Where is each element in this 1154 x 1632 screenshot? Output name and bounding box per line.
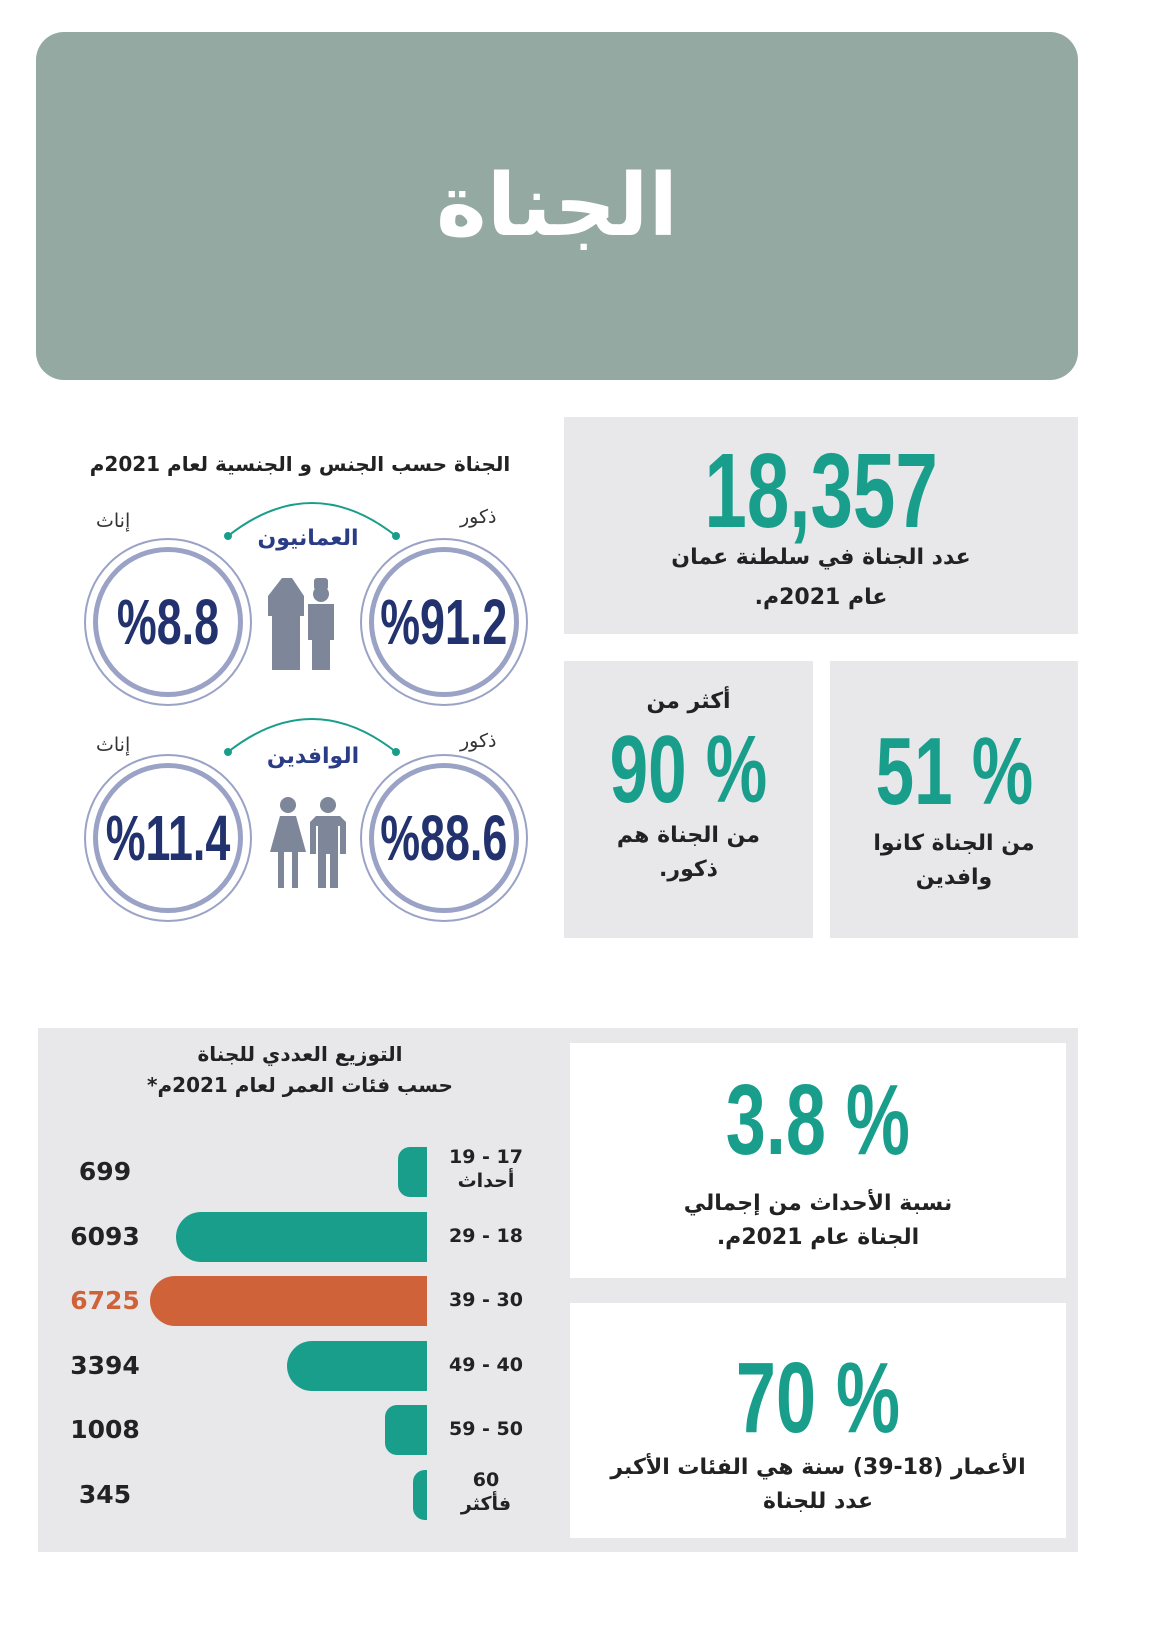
chart-title-1: التوزيع العددي للجناة [197, 1042, 403, 1066]
category-label [440, 1145, 532, 1193]
bar-0 [398, 1147, 427, 1197]
category-label [440, 1224, 532, 1248]
category-label [440, 1353, 532, 1377]
expats-caption-1: من الجناة كانوا [873, 831, 1035, 856]
category-label [440, 1417, 532, 1441]
omani-male-label: ذكور [460, 506, 497, 528]
total-offenders-card [564, 417, 1078, 634]
bar-2 [150, 1276, 427, 1326]
omani-female-pct: %8.8 [116, 586, 220, 658]
expats-value: 51 % [875, 718, 1033, 825]
category-label [440, 1288, 532, 1312]
bar-4 [385, 1405, 427, 1455]
value-label: 699 [78, 1157, 132, 1186]
omani-male-circle [360, 538, 528, 706]
omani-female-label: إناث [96, 510, 131, 532]
expat-people-icon [270, 796, 350, 890]
bar-3 [287, 1341, 427, 1391]
age-share-caption-1: الأعمار (18-39) سنة هي الفئات الأكبر [610, 1455, 1026, 1480]
page-title: الجناة [436, 156, 678, 256]
category-range: 19 - 17 [449, 1146, 523, 1168]
category-range: 60 [472, 1468, 500, 1491]
category-range: 59 - 50 [449, 1418, 523, 1440]
value-label: 6093 [70, 1221, 140, 1251]
expats-card [830, 661, 1078, 938]
males-prefix: أكثر من [646, 689, 731, 714]
males-caption-2: ذكور. [659, 857, 718, 882]
total-caption-1: عدد الجناة في سلطنة عمان [671, 545, 971, 570]
omani-male-pct: %91.2 [380, 586, 508, 658]
value-label: 1008 [70, 1415, 140, 1444]
juveniles-caption-1: نسبة الأحداث من إجمالي [683, 1191, 953, 1216]
males-card [564, 661, 813, 938]
omani-people-icon [268, 578, 344, 670]
gender-title: الجناة حسب الجنس و الجنسية لعام 2021م [89, 452, 511, 476]
males-caption-1: من الجناة هم [616, 823, 761, 848]
expat-female-pct: %11.4 [105, 802, 231, 874]
bar-1 [176, 1212, 427, 1262]
value-label: 3394 [70, 1350, 140, 1380]
age-share-value: 70 % [735, 1342, 901, 1454]
expat-label: الوافدين [266, 744, 360, 769]
category-range: 29 - 18 [449, 1224, 523, 1247]
page-header [36, 32, 1078, 380]
category-note: أحداث [457, 1170, 515, 1192]
expat-female-label: إناث [96, 734, 131, 756]
category-note: فأكثر [460, 1492, 512, 1515]
expat-male-label: ذكور [460, 730, 497, 752]
juveniles-value: 3.8 % [725, 1064, 911, 1176]
age-share-caption-2: عدد للجناة [762, 1489, 873, 1514]
category-label [440, 1468, 532, 1516]
value-label: 6725 [70, 1286, 140, 1315]
juveniles-caption-2: الجناة عام 2021م. [716, 1225, 920, 1250]
juveniles-card [570, 1043, 1066, 1278]
expat-female-circle [84, 754, 252, 922]
omani-label: العمانيون [257, 526, 359, 551]
omani-female-circle [84, 538, 252, 706]
chart-title-2: حسب فئات العمر لعام 2021م* [147, 1073, 453, 1097]
bar-5 [413, 1470, 427, 1520]
expat-male-pct: %88.6 [380, 802, 508, 874]
expats-caption-2: وافدين [915, 865, 993, 890]
category-range: 49 - 40 [449, 1353, 523, 1376]
males-value: 90 % [609, 716, 768, 823]
total-value: 18,357 [704, 432, 938, 550]
value-label: 345 [78, 1479, 132, 1509]
expat-male-circle [360, 754, 528, 922]
total-caption-2: عام 2021م. [754, 585, 888, 610]
age-share-card [570, 1303, 1066, 1538]
category-range: 39 - 30 [449, 1289, 523, 1311]
